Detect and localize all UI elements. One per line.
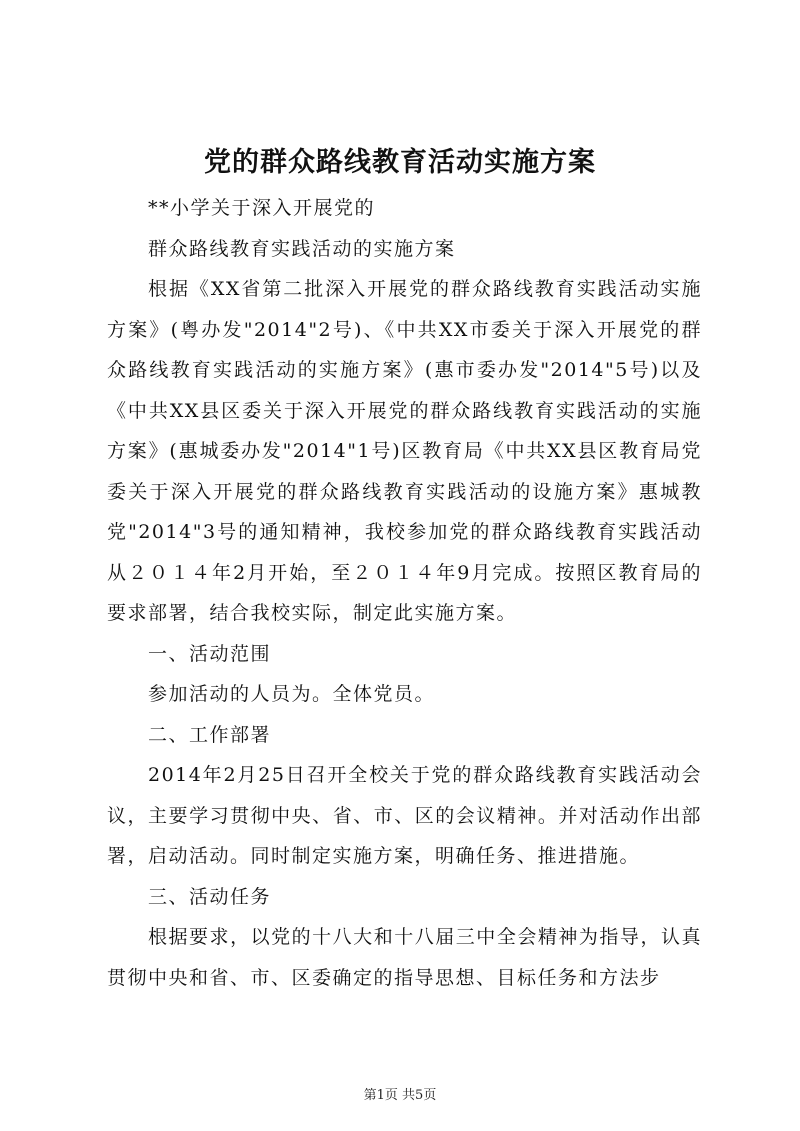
paragraph-basis: 根据《XX省第二批深入开展党的群众路线教育实践活动实施方案》(粤办发"2014"2号)、《中共XX市委关于深入开展党的群众路线教育实践活动的实施方案》(惠市委办发"2014"5号)以及《中共XX县区委关于深入开展党的群众路线教育实践活动的实施方案》(惠城委办发"2014"1号)区教育局《中共XX县区教育局党委关于深入开展党的群众路线教育实践活动的设施方案》惠城教党"2014"3号的通知精神，我校参加党的群众路线教育实践活动从２０１４年2月开始，至２０１４年9月完成。按照区教育局的要求部署，结合我校实际，制定此实施方案。 [107, 278, 702, 624]
page-number-footer: 第1页 共5页 [363, 1088, 437, 1103]
document-title: 党的群众路线教育活动实施方案 [204, 147, 596, 178]
section-heading-tasks: 三、活动任务 [148, 885, 272, 908]
paragraph-scope: 参加活动的人员为。全体党员。 [148, 683, 436, 705]
section-heading-deployment: 二、工作部署 [148, 723, 272, 746]
paragraph-deployment: 2014年2月25日召开全校关于党的群众路线教育实践活动会议，主要学习贯彻中央、省、市、区的会议精神。并对活动作出部署，启动活动。同时制定实施方案，明确任务、推进措施。 [107, 764, 702, 867]
paragraph-school-heading: **小学关于深入开展党的 [148, 197, 376, 219]
paragraph-plan-heading: 群众路线教育实践活动的实施方案 [148, 237, 456, 260]
section-heading-scope: 一、活动范围 [148, 642, 272, 665]
document-body [107, 188, 702, 998]
paragraph-tasks: 根据要求，以党的十八大和十八届三中全会精神为指导，认真贯彻中央和省、市、区委确定的指导思想、目标任务和方法步 [107, 926, 702, 989]
